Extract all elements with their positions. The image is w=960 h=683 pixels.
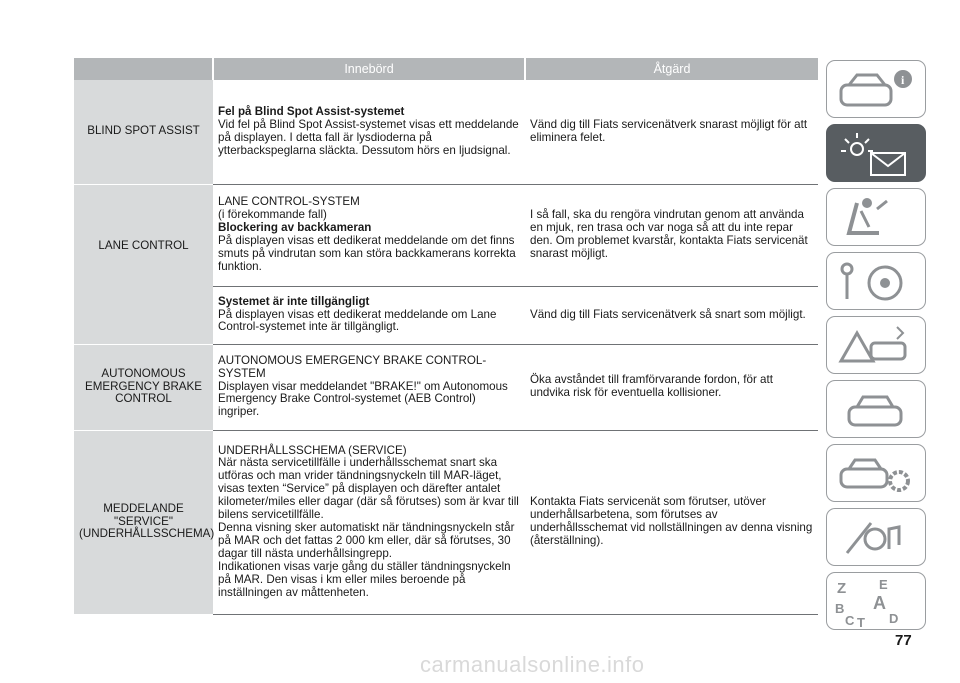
index-letter-d: D	[889, 611, 899, 626]
row-meaning-text: Vid fel på Blind Spot Assist-systemet visas ett meddelande på displayen. I detta fall är lysdioderna på ytterbackspeglarna släckta. Dessutom hörs en ljudsignal.	[218, 117, 519, 157]
table-row	[74, 184, 818, 286]
alphabetical-index-icon	[827, 573, 927, 631]
header-cell-action: Åtgärd	[525, 58, 818, 80]
row-meaning-cell	[213, 430, 525, 614]
row-action-text: Kontakta Fiats servicenät som förutser, utöver underhållsarbetena, som förutses av underhållsschemat vid nollställningen av denna visning (återställning).	[525, 430, 818, 614]
seat-airbag-icon	[827, 189, 927, 247]
table-row	[74, 430, 818, 614]
row-label-aeb: AUTONOMOUS EMERGENCY BRAKE CONTROL	[74, 344, 213, 430]
table-row	[74, 80, 818, 184]
row-label-blind-spot: BLIND SPOT ASSIST	[74, 80, 213, 184]
row-meaning-pretitle: AUTONOMOUS EMERGENCY BRAKE CONTROL-SYSTEM	[218, 353, 487, 380]
chapter-tab-maintenance[interactable]	[826, 380, 926, 438]
row-meaning-pretitle: LANE CONTROL-SYSTEM	[218, 195, 360, 209]
svg-text:i: i	[901, 73, 905, 87]
chapter-tab-warning-lights[interactable]	[826, 124, 926, 182]
car-info-icon	[827, 61, 927, 119]
row-meaning-cell	[213, 184, 525, 286]
table-row	[74, 344, 818, 430]
index-letter-c: C	[845, 613, 855, 628]
header-cell-meaning: Innebörd	[213, 58, 525, 80]
chapter-tab-multimedia[interactable]	[826, 508, 926, 566]
warning-message-table-section	[74, 58, 818, 615]
row-meaning-pretitle: UNDERHÅLLSSCHEMA (SERVICE)	[218, 443, 407, 457]
index-letter-a: A	[873, 593, 886, 613]
row-label-lane-control: LANE CONTROL	[74, 184, 213, 344]
chapter-tab-technical-specs[interactable]	[826, 444, 926, 502]
index-letter-z: Z	[837, 580, 847, 597]
row-meaning-text-3: Indikationen visas varje gång du ställer tändningsnyckeln på MAR. Den visas i km eller miles beroende på inställningen av måttenheten.	[218, 559, 511, 599]
row-meaning-text: Displayen visar meddelandet "BRAKE!" om Autonomous Emergency Brake Control-systemet (AEB Control) ingriper.	[218, 379, 508, 419]
row-meaning-title: Blockering av backkameran	[218, 221, 372, 235]
row-action-text: I så fall, ska du rengöra vindrutan genom att använda en mjuk, ren trasa och var noga så att du inte repar den. Om problemet kvarstår, kontakta Fiats servicenät snarast möjligt.	[525, 184, 818, 286]
row-meaning-cell	[213, 286, 525, 344]
row-label-service: MEDDELANDE "SERVICE" (UNDERHÅLLSSCHEMA)	[74, 430, 213, 614]
page-number: 77	[895, 632, 912, 649]
row-meaning-text: På displayen visas ett dedikerat meddelande om Lane Control-systemet inte är tillgängligt.	[218, 307, 497, 334]
index-letter-b: B	[835, 601, 845, 616]
row-action-text: Vänd dig till Fiats servicenätverk snarast möjligt för att eliminera felet.	[525, 80, 818, 184]
index-letter-t: T	[857, 615, 865, 630]
chapter-tab-index[interactable]	[826, 572, 926, 630]
warning-light-message-icon	[827, 125, 927, 183]
header-cell-empty	[74, 58, 213, 80]
breakdown-warning-icon	[827, 317, 927, 375]
row-meaning-text-2: Denna visning sker automatiskt när tändningsnyckeln står på MAR och det fattas 2 000 km eller, där så förutses, 30 dagar till nästa underhållsingrepp.	[218, 521, 515, 560]
chapter-tab-car-info[interactable]	[826, 60, 926, 118]
chapter-nav-sidebar	[826, 60, 928, 636]
row-action-text: Öka avståndet till framförvarande fordon, för att undvika risk för eventuella kollisioner.	[525, 344, 818, 430]
row-meaning-text: När nästa servicetillfälle i underhållsschemat snart ska utföras och man vrider tändningsnyckeln till MAR-läget, visas texten “Service” på displayen och därefter antalet kilometer/miles eller dagar (där så förutses) som är kvar till bilens servicetillfälle.	[218, 456, 519, 522]
row-meaning-cell	[213, 344, 525, 430]
multimedia-icon	[827, 509, 927, 567]
key-steering-wheel-icon	[827, 253, 927, 311]
index-letter-e: E	[879, 577, 888, 592]
row-action-text: Vänd dig till Fiats servicenätverk så snart som möjligt.	[525, 286, 818, 344]
car-specs-gear-icon	[827, 445, 927, 503]
row-meaning-text: På displayen visas ett dedikerat meddelande om det finns smuts på vindrutan som kan störa backkamerans korrekta funktion.	[218, 234, 516, 273]
row-meaning-title: Fel på Blind Spot Assist-systemet	[218, 104, 405, 118]
chapter-tab-safety[interactable]	[826, 188, 926, 246]
row-meaning-title: Systemet är inte tillgängligt	[218, 294, 370, 308]
chapter-tab-starting-driving[interactable]	[826, 252, 926, 310]
row-meaning-pretitle-2: (i förekommande fall)	[218, 208, 327, 222]
warning-messages-table	[74, 58, 818, 615]
chapter-tab-emergency[interactable]	[826, 316, 926, 374]
car-maintenance-icon	[827, 381, 927, 439]
row-meaning-cell	[213, 80, 525, 184]
table-header-row	[74, 58, 818, 80]
watermark: carmanualsonline.info	[420, 652, 645, 677]
